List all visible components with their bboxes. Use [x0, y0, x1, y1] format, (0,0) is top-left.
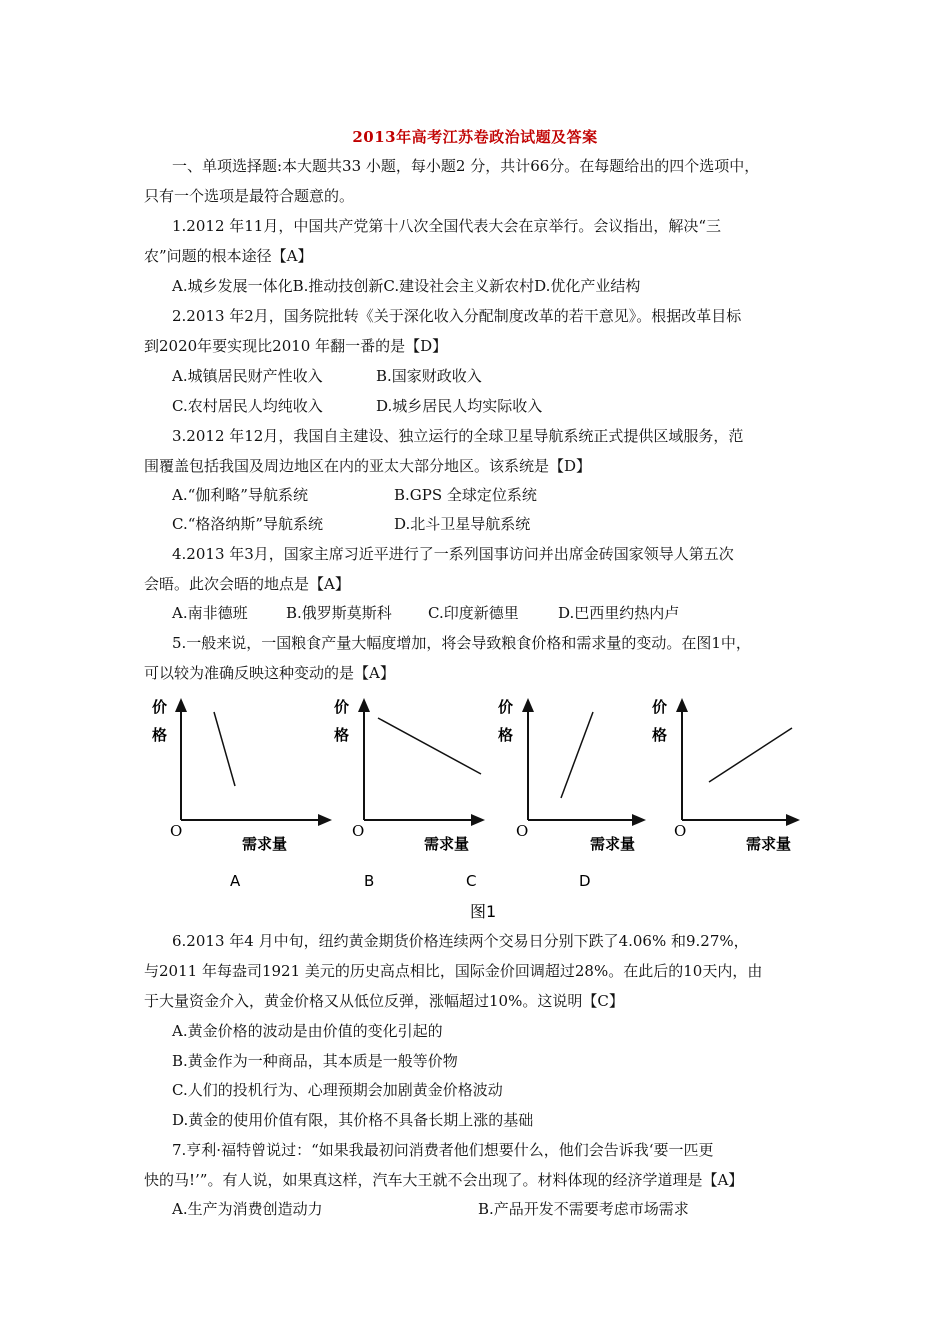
- x-axis-arrow-icon: [786, 814, 800, 826]
- q2-option-a: A.城镇居民财产性收入: [172, 367, 323, 385]
- y-label-2: 格: [334, 726, 350, 744]
- x-label: 需求量: [424, 835, 470, 853]
- intro-line-1: 一、单项选择题:本大题共33 小题，每小题2 分，共计66分。在每题给出的四个选项中，: [172, 157, 760, 175]
- demand-curve-b: [378, 718, 481, 774]
- q4-option-d: D.巴西里约热内卢: [558, 604, 680, 622]
- panel-label-d: D: [579, 872, 591, 890]
- demand-curve-a: [214, 712, 235, 786]
- origin-label: O: [674, 822, 687, 840]
- q2-option-c: C.农村居民人均纯收入: [172, 397, 323, 415]
- y-axis-arrow-icon: [676, 698, 688, 712]
- panel-label-c: C: [466, 872, 477, 890]
- figure-1: [0, 690, 950, 920]
- q4-option-a: A.南非德班: [172, 604, 248, 622]
- y-label-1: 价: [334, 698, 350, 716]
- x-axis-arrow-icon: [318, 814, 332, 826]
- y-axis-arrow-icon: [358, 698, 370, 712]
- q3-option-a: A.“伽利略”导航系统: [172, 486, 308, 504]
- demand-curve-c: [561, 712, 593, 798]
- q1-options: A.城乡发展一体化B.推动技创新C.建设社会主义新农村D.优化产业结构: [172, 277, 641, 295]
- q4-stem-line-1: 4.2013 年3月，国家主席习近平进行了一系列国事访问并出席金砖国家领导人第五次: [172, 545, 734, 563]
- intro-line-2: 只有一个选项是最符合题意的。: [144, 187, 355, 205]
- q3-stem-line-2: 围覆盖包括我国及周边地区在内的亚太大部分地区。该系统是【D】: [144, 457, 592, 475]
- q7-stem-line-2: 快的马!’”。有人说，如果真这样，汽车大王就不会出现了。材料体现的经济学道理是【A】: [144, 1171, 744, 1189]
- q7-option-b: B.产品开发不需要考虑市场需求: [478, 1200, 689, 1218]
- q3-option-c: C.“格洛纳斯”导航系统: [172, 515, 324, 533]
- x-axis-arrow-icon: [471, 814, 485, 826]
- q2-option-d: D.城乡居民人均实际收入: [376, 397, 543, 415]
- q6-stem-line-1: 6.2013 年4 月中旬，纽约黄金期货价格连续两个交易日分别下跌了4.06% 和9.27%，: [172, 932, 749, 950]
- q5-stem-line-2: 可以较为准确反映这种变动的是【A】: [144, 664, 395, 682]
- q3-option-b: B.GPS 全球定位系统: [394, 486, 537, 504]
- y-label-2: 格: [652, 726, 668, 744]
- q6-option-d: D.黄金的使用价值有限，其价格不具备长期上涨的基础: [172, 1111, 534, 1129]
- q4-option-b: B.俄罗斯莫斯科: [286, 604, 392, 622]
- y-label-2: 格: [498, 726, 514, 744]
- q7-option-a: A.生产为消费创造动力: [172, 1200, 323, 1218]
- document-title: 2013年高考江苏卷政治试题及答案: [352, 128, 598, 146]
- figure-panel-d: [652, 698, 800, 853]
- q1-stem-line-2: 农”问题的根本途径【A】: [144, 247, 313, 265]
- panel-label-a: A: [230, 872, 241, 890]
- origin-label: O: [352, 822, 365, 840]
- figure-panel-c: [498, 698, 646, 890]
- y-axis-arrow-icon: [522, 698, 534, 712]
- y-label-1: 价: [652, 698, 668, 716]
- q4-option-c: C.印度新德里: [428, 604, 519, 622]
- q3-stem-line-1: 3.2012 年12月，我国自主建设、独立运行的全球卫星导航系统正式提供区域服务，范: [172, 427, 744, 445]
- figure-panel-b: [334, 698, 485, 890]
- q6-option-a: A.黄金价格的波动是由价值的变化引起的: [172, 1022, 443, 1040]
- figure-panel-a: [152, 698, 332, 890]
- x-axis-arrow-icon: [632, 814, 646, 826]
- y-axis-arrow-icon: [175, 698, 187, 712]
- y-label-1: 价: [498, 698, 514, 716]
- y-label-1: 价: [152, 698, 168, 716]
- x-label: 需求量: [242, 835, 288, 853]
- q7-stem-line-1: 7.亨利·福特曾说过：“如果我最初问消费者他们想要什么，他们会告诉我‘要一匹更: [172, 1141, 714, 1159]
- origin-label: O: [170, 822, 183, 840]
- y-label-2: 格: [152, 726, 168, 744]
- q6-option-c: C.人们的投机行为、心理预期会加剧黄金价格波动: [172, 1081, 503, 1099]
- x-label: 需求量: [746, 835, 792, 853]
- q6-stem-line-3: 于大量资金介入，黄金价格又从低位反弹，涨幅超过10%。这说明【C】: [144, 992, 624, 1010]
- demand-curve-d: [709, 728, 792, 782]
- x-label: 需求量: [590, 835, 636, 853]
- q2-stem-line-1: 2.2013 年2月，国务院批转《关于深化收入分配制度改革的若干意见》。根据改革目标: [172, 307, 742, 325]
- q1-stem-line-1: 1.2012 年11月，中国共产党第十八次全国代表大会在京举行。会议指出，解决“三: [172, 217, 722, 235]
- q3-option-d: D.北斗卫星导航系统: [394, 515, 531, 533]
- q6-option-b: B.黄金作为一种商品，其本质是一般等价物: [172, 1052, 458, 1070]
- q5-stem-line-1: 5.一般来说，一国粮食产量大幅度增加，将会导致粮食价格和需求量的变动。在图1中，: [172, 634, 751, 652]
- q4-stem-line-2: 会晤。此次会晤的地点是【A】: [144, 575, 350, 593]
- q2-stem-line-2: 到2020年要实现比2010 年翻一番的是【D】: [144, 337, 448, 355]
- q2-option-b: B.国家财政收入: [376, 367, 482, 385]
- q6-stem-line-2: 与2011 年每盎司1921 美元的历史高点相比，国际金价回调超过28%。在此后的10天内，由: [144, 962, 763, 980]
- origin-label: O: [516, 822, 529, 840]
- figure-caption: 图1: [470, 902, 497, 920]
- panel-label-b: B: [364, 872, 375, 890]
